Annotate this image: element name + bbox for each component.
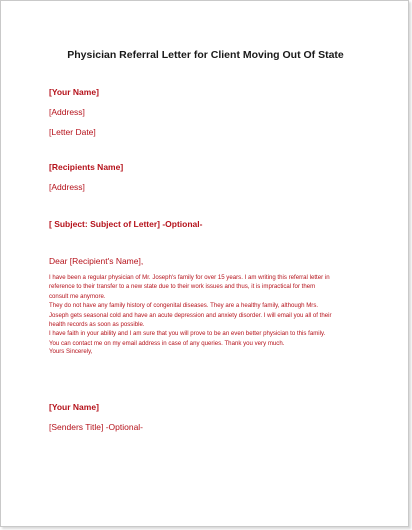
letter-date: [Letter Date] [49,127,96,137]
sender-name: [Your Name] [49,87,99,97]
body-line: health records as soon as possible. [49,321,145,329]
subject-line: [ Subject: Subject of Letter] -Optional- [49,219,203,229]
salutation: Dear [Recipient's Name], [49,256,144,266]
letter-body [49,273,379,348]
signature-name: [Your Name] [49,402,99,412]
body-line: You can contact me on my email address in case of any queries. Thank you very much. [49,339,285,347]
closing: Yours Sincerely, [49,348,93,355]
sender-address: [Address] [49,107,85,117]
signature-title: [Senders Title] -Optional- [49,422,144,432]
body-line: Joseph gets seasonal cold and have an acute depression and anxiety disorder. I will email you all of their [49,311,332,319]
body-line: reference to their transfer to a new state due to their work issues and thus, it is impractical for them [49,283,316,291]
body-line: They do not have any family history of congenital diseases. They are a healthy family, although Mrs. [49,302,319,310]
recipient-address: [Address] [49,182,85,192]
body-line: I have faith in your ability and I am sure that you will prove to be an even better physician to this family. [49,330,326,338]
letter-title: Physician Referral Letter for Client Moving Out Of State [67,49,344,61]
recipient-name: [Recipients Name] [49,162,124,172]
body-line: consult me anymore. [49,292,106,300]
body-line: I have been a regular physician of Mr. Joseph's family for over 15 years. I am writing this referral letter in [49,274,330,281]
